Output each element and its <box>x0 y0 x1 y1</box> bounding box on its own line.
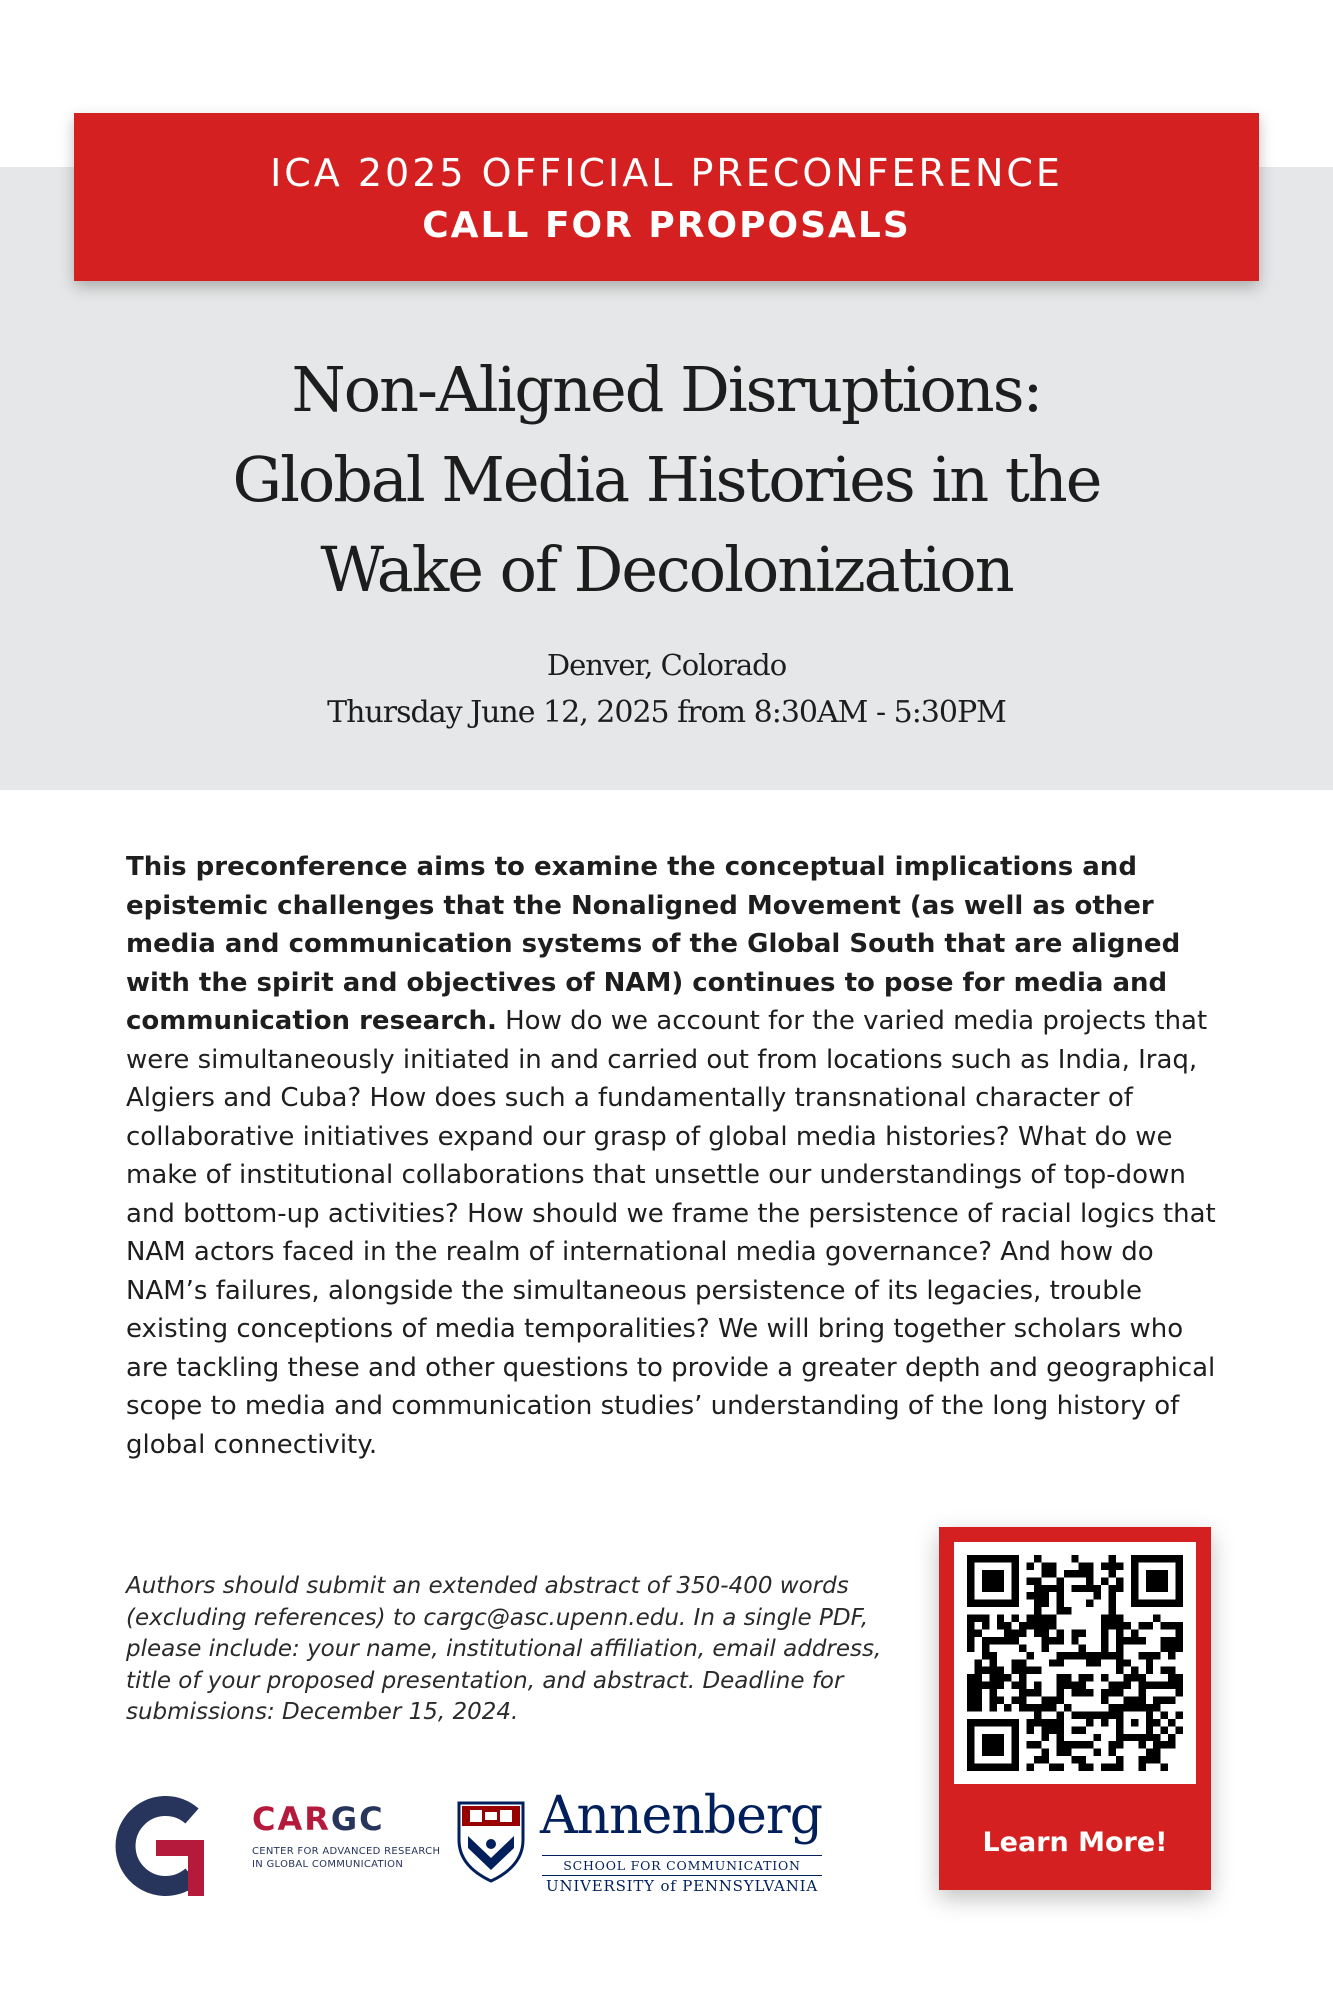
annenberg-wordmark: Annenberg <box>540 1786 823 1846</box>
cargc-wordmark-car: CAR <box>252 1800 331 1838</box>
title-line: Global Media Histories in the <box>232 443 1101 516</box>
banner-subtitle: ICA 2025 OFFICIAL PRECONFERENCE <box>270 151 1063 195</box>
annenberg-university: UNIVERSITY of PENNSYLVANIA <box>546 1877 818 1895</box>
penn-shield-icon <box>456 1800 526 1884</box>
cargc-subtitle: CENTER FOR ADVANCED RESEARCH IN GLOBAL COMMUNICATION <box>252 1846 441 1870</box>
banner-title: CALL FOR PROPOSALS <box>422 205 911 246</box>
description-lead: This preconference aims to examine the conceptual implications and epistemic challenges that the Nonaligned Movement (as well as other media and communication systems of the Global South that are aligned with the spirit and objectives of NAM) continues to pose for media and communication research. <box>126 852 1181 1036</box>
learn-more-button[interactable]: Learn More! <box>982 1827 1168 1858</box>
description-paragraph <box>126 848 1216 1464</box>
event-location: Denver, Colorado <box>546 648 787 682</box>
submission-instructions: Authors should submit an extended abstract of 350-400 words (excluding references) to cargc@asc.upenn.edu. In a single PDF, please include: your name, institutional affiliation, email address, title of your proposed presentation, and abstract. Deadline for submissions: December 15, 2024. <box>126 1573 882 1725</box>
event-datetime: Thursday June 12, 2025 from 8:30AM - 5:30PM <box>327 695 1006 730</box>
event-title <box>100 345 1233 615</box>
annenberg-school: SCHOOL FOR COMMUNICATION <box>542 1855 822 1876</box>
cargc-logo-icon <box>112 1796 204 1896</box>
cargc-wordmark <box>252 1800 385 1838</box>
qr-code-icon <box>967 1555 1183 1771</box>
qr-card[interactable] <box>939 1527 1211 1890</box>
qr-code[interactable] <box>954 1542 1196 1784</box>
description-body: How do we account for the varied media projects that were simultaneously initiated in and carried out from locations such as India, Iraq, Algiers and Cuba? How does such a fundamentally transnational character of collaborative initiatives expand our grasp of global media histories? What do we make of institutional collaborations that unsettle our understandings of top-down and bottom-up activities? How should we frame the persistence of racial logics that NAM actors faced in the realm of international media governance? And how do NAM’s failures, alongside the simultaneous persistence of its legacies, trouble existing conceptions of media temporalities? We will bring together scholars who are tackling these and other questions to provide a greater depth and geographical scope to media and communication studies’ understanding of the long history of global connectivity. <box>126 1006 1216 1460</box>
cargc-wordmark-gc: GC <box>330 1800 385 1838</box>
preconference-banner <box>74 113 1259 281</box>
title-line: Wake of Decolonization <box>320 533 1013 606</box>
title-line: Non-Aligned Disruptions: <box>291 353 1042 426</box>
